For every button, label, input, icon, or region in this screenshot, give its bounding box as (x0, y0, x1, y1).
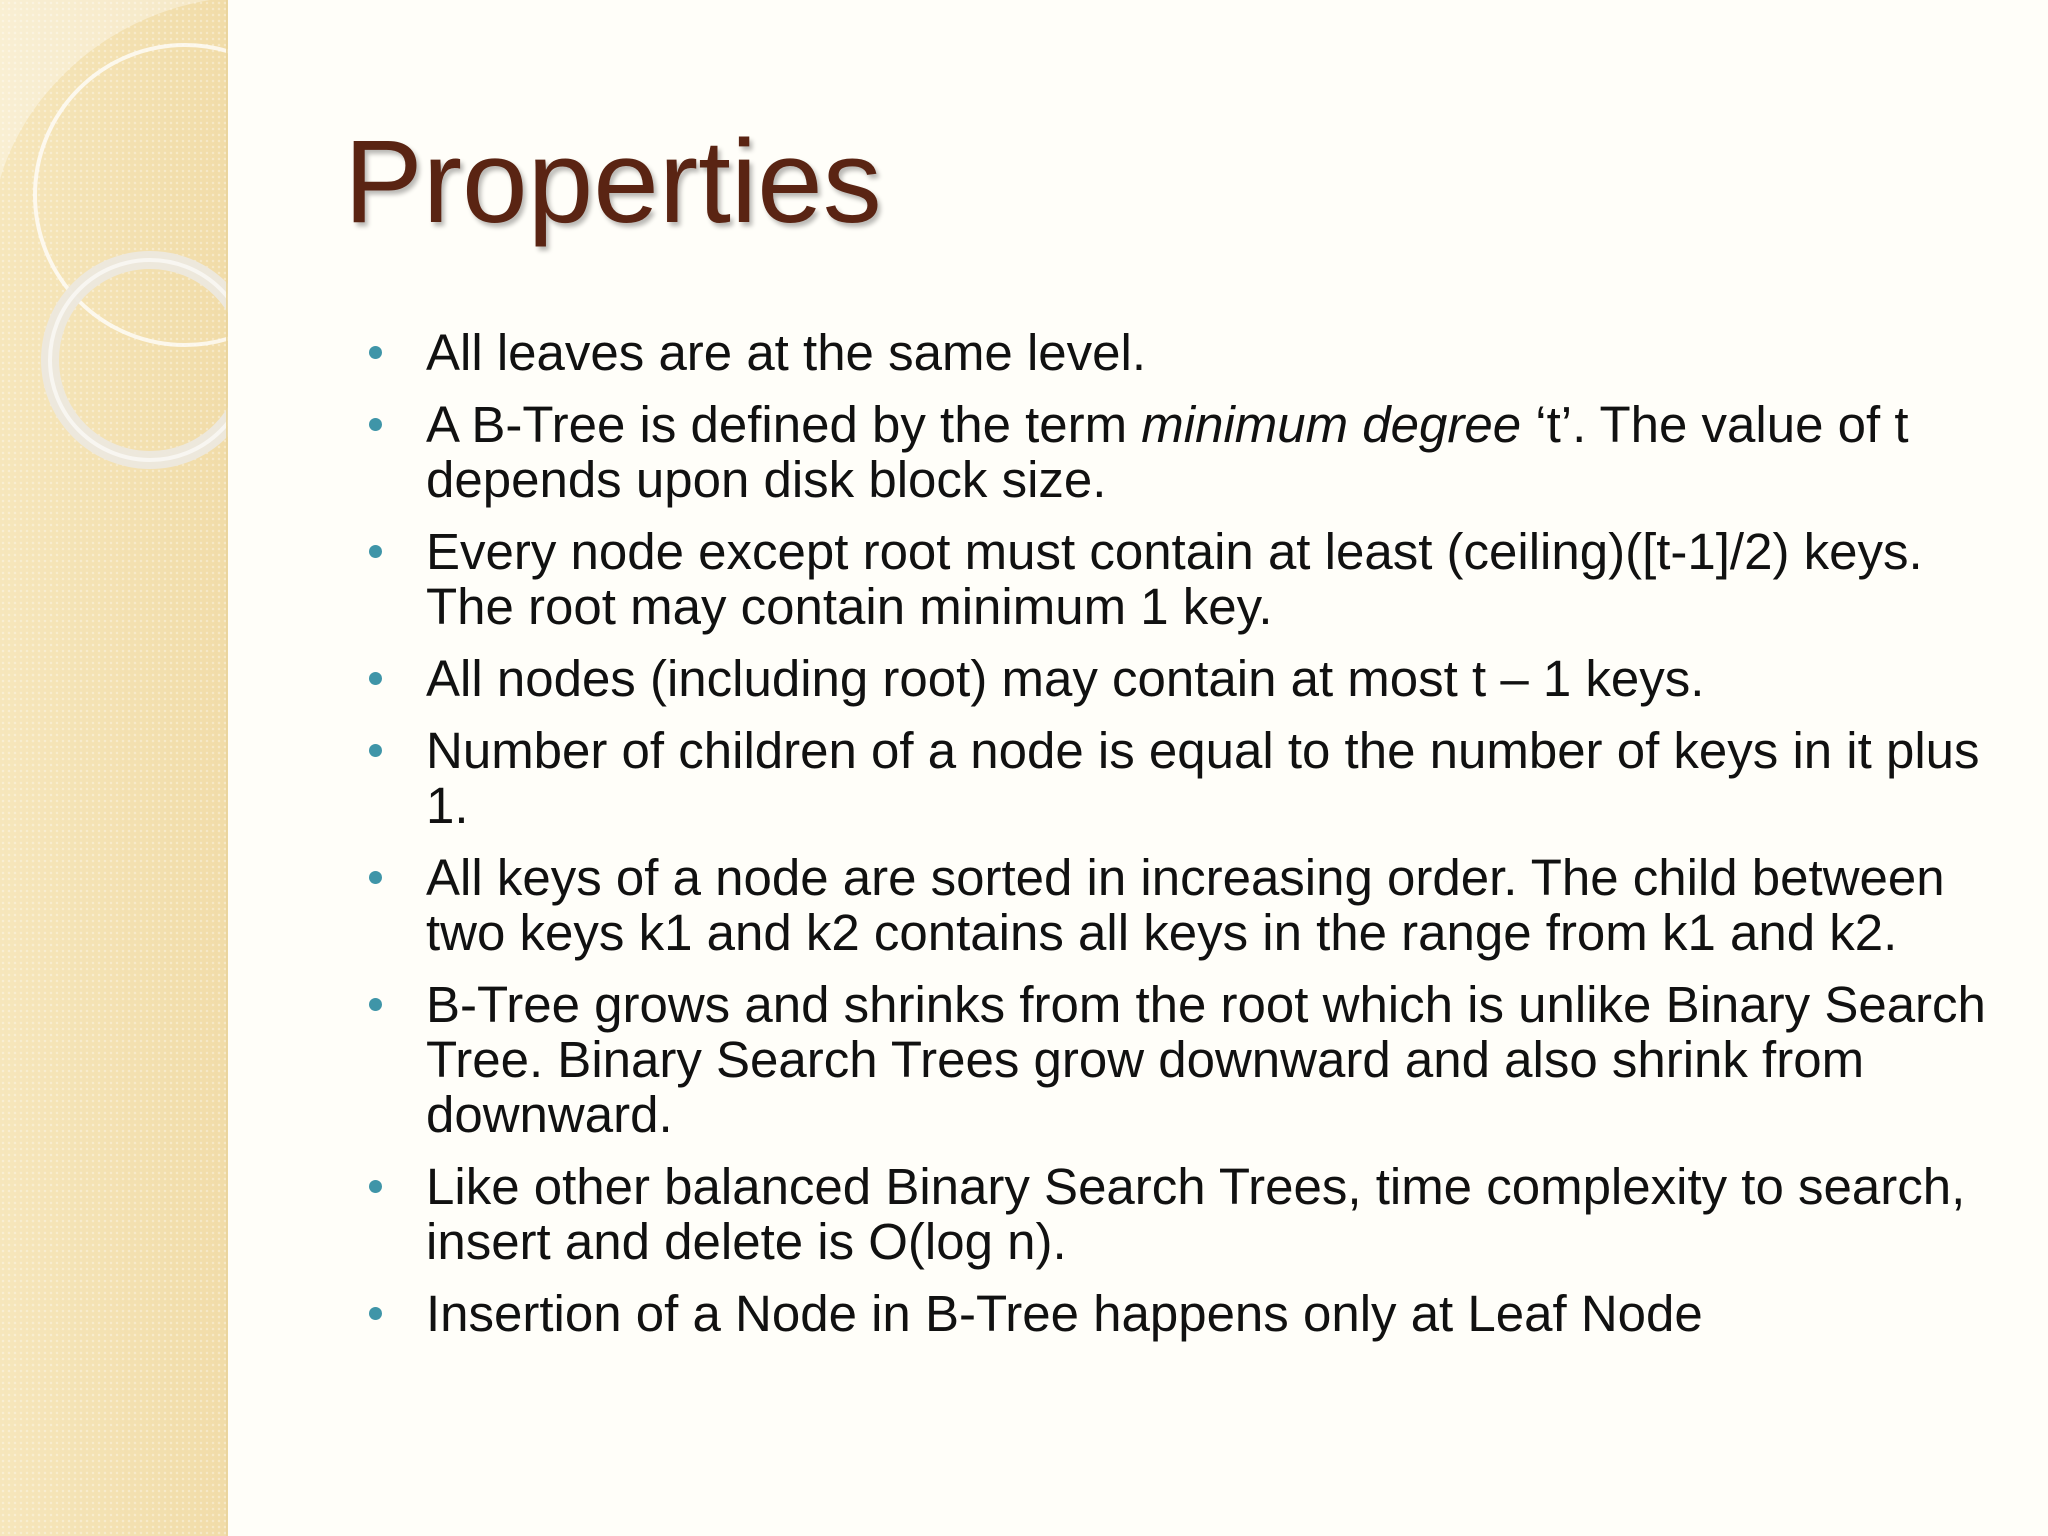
bullet-item (364, 1286, 2004, 1341)
bullet-dot-icon (369, 418, 382, 431)
bullet-item (364, 524, 2004, 634)
slide-title: Properties (344, 116, 882, 248)
bullet-text: All keys of a node are sorted in increasing order. The child between two keys k1 and k2 contains all keys in the range from k1 and k2. (426, 849, 1945, 961)
bullet-dot-icon (369, 672, 382, 685)
sidebar-edge (226, 0, 228, 1536)
bullet-item (364, 1159, 2004, 1269)
bullet-item (364, 651, 2004, 706)
bullet-text: Every node except root must contain at least (ceiling)([t-1]/2) keys. The root may contain minimum 1 key. (426, 523, 1923, 635)
bullet-list (364, 325, 2004, 1358)
bullet-text: Like other balanced Binary Search Trees, time complexity to search, insert and delete is O(log n). (426, 1158, 1966, 1270)
bullet-item (364, 850, 2004, 960)
bullet-text: All nodes (including root) may contain at most t – 1 keys. (426, 650, 1705, 707)
bullet-text: A B-Tree is defined by the term (426, 396, 1142, 453)
bullet-item (364, 723, 2004, 833)
bullet-item (364, 325, 2004, 380)
bullet-text: ‘t’. The value of t depends upon disk block size. (426, 396, 1909, 508)
decorative-rings-graphic (0, 0, 228, 1536)
bullet-item (364, 977, 2004, 1142)
decorative-sidebar (0, 0, 228, 1536)
bullet-text-emphasis: minimum degree (1141, 396, 1522, 453)
bullet-text: B-Tree grows and shrinks from the root which is unlike Binary Search Tree. Binary Search Trees grow downward and also shrink from downward. (426, 976, 1986, 1143)
bullet-dot-icon (369, 1180, 382, 1193)
bullet-dot-icon (369, 744, 382, 757)
bullet-text: Number of children of a node is equal to the number of keys in it plus 1. (426, 722, 1980, 834)
bullet-text: All leaves are at the same level. (426, 324, 1147, 381)
bullet-dot-icon (369, 998, 382, 1011)
bullet-dot-icon (369, 545, 382, 558)
bullet-dot-icon (369, 871, 382, 884)
bullet-dot-icon (369, 346, 382, 359)
bullet-text: Insertion of a Node in B-Tree happens only at Leaf Node (426, 1285, 1703, 1342)
bullet-dot-icon (369, 1307, 382, 1320)
bullet-item (364, 397, 2004, 507)
